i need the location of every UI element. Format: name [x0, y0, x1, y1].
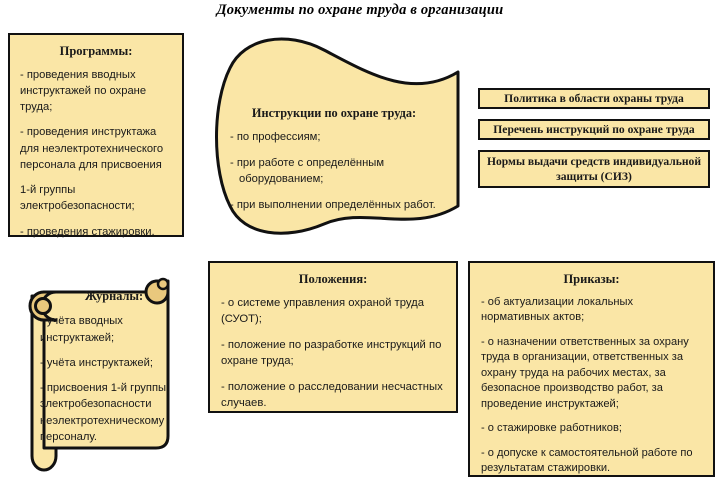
journals-list — [40, 313, 188, 445]
programs-heading: Программы: — [59, 44, 133, 58]
orders-list — [481, 295, 702, 477]
policy-bar: Политика в области охраны труда — [478, 88, 710, 109]
list-item-continuation: оборудованием; — [239, 173, 324, 186]
regulations-heading: Положения: — [298, 272, 368, 286]
instructions-list — [230, 130, 438, 214]
regulations-box — [208, 261, 458, 413]
programs-list — [20, 67, 172, 240]
list-item: - учёта вводных инструктажей; — [40, 315, 123, 344]
list-item: - положение по разработке инструкций по охране труда; — [221, 338, 442, 367]
list-item: - по профессиям; — [230, 131, 321, 144]
list-item: - проведения инструктажа для неэлектротехнического персонала для присвоения — [20, 126, 164, 171]
journals-text-block — [40, 289, 188, 454]
list-item: - о стажировке работников; — [481, 422, 622, 435]
list-item: - положение о расследовании несчастных случаев. — [221, 380, 443, 409]
orders-heading: Приказы: — [563, 272, 620, 286]
list-item: - о назначении ответственных за охрану труда в организации, ответственных за охрану труда на рабочих местах, за безопасное производство работ, за проведение инструктажей; — [481, 335, 689, 410]
list-item-text: - при работе с определённым — [230, 157, 385, 170]
list-item: - об актуализации локальных нормативных актов; — [481, 295, 634, 324]
page-title: Документы по охране труда в организации — [216, 2, 504, 18]
list-item: - проведения вводных инструктажей по охране труда; — [20, 68, 147, 114]
list-item: - о системе управления охраной труда (СУОТ); — [221, 296, 425, 325]
instructions-wave-banner — [196, 28, 464, 246]
ppe-norms-bar: Нормы выдачи средств индивидуальной защиты (СИЗ) — [478, 150, 710, 188]
journals-heading: Журналы: — [84, 289, 144, 303]
instructions-heading: Инструкции по охране труда: — [251, 106, 417, 120]
journals-scroll — [4, 268, 204, 480]
list-item: - при выполнении определённых работ. — [230, 199, 436, 212]
programs-box — [8, 33, 184, 237]
instructions-text-block — [230, 106, 438, 224]
list-item: - о допуске к самостоятельной работе по результатам стажировки. — [481, 446, 693, 475]
list-item — [230, 156, 438, 188]
list-item: - проведения стажировки. — [20, 225, 155, 238]
list-item: - учёта инструктажей; — [40, 356, 153, 369]
list-item: - присвоения 1-й группы электробезопасности неэлектротехническому персоналу. — [40, 382, 167, 443]
orders-box — [468, 261, 715, 477]
instructions-register-bar: Перечень инструкций по охране труда — [478, 119, 710, 140]
list-item: 1-й группы электробезопасности; — [20, 184, 135, 213]
regulations-list — [221, 295, 445, 411]
